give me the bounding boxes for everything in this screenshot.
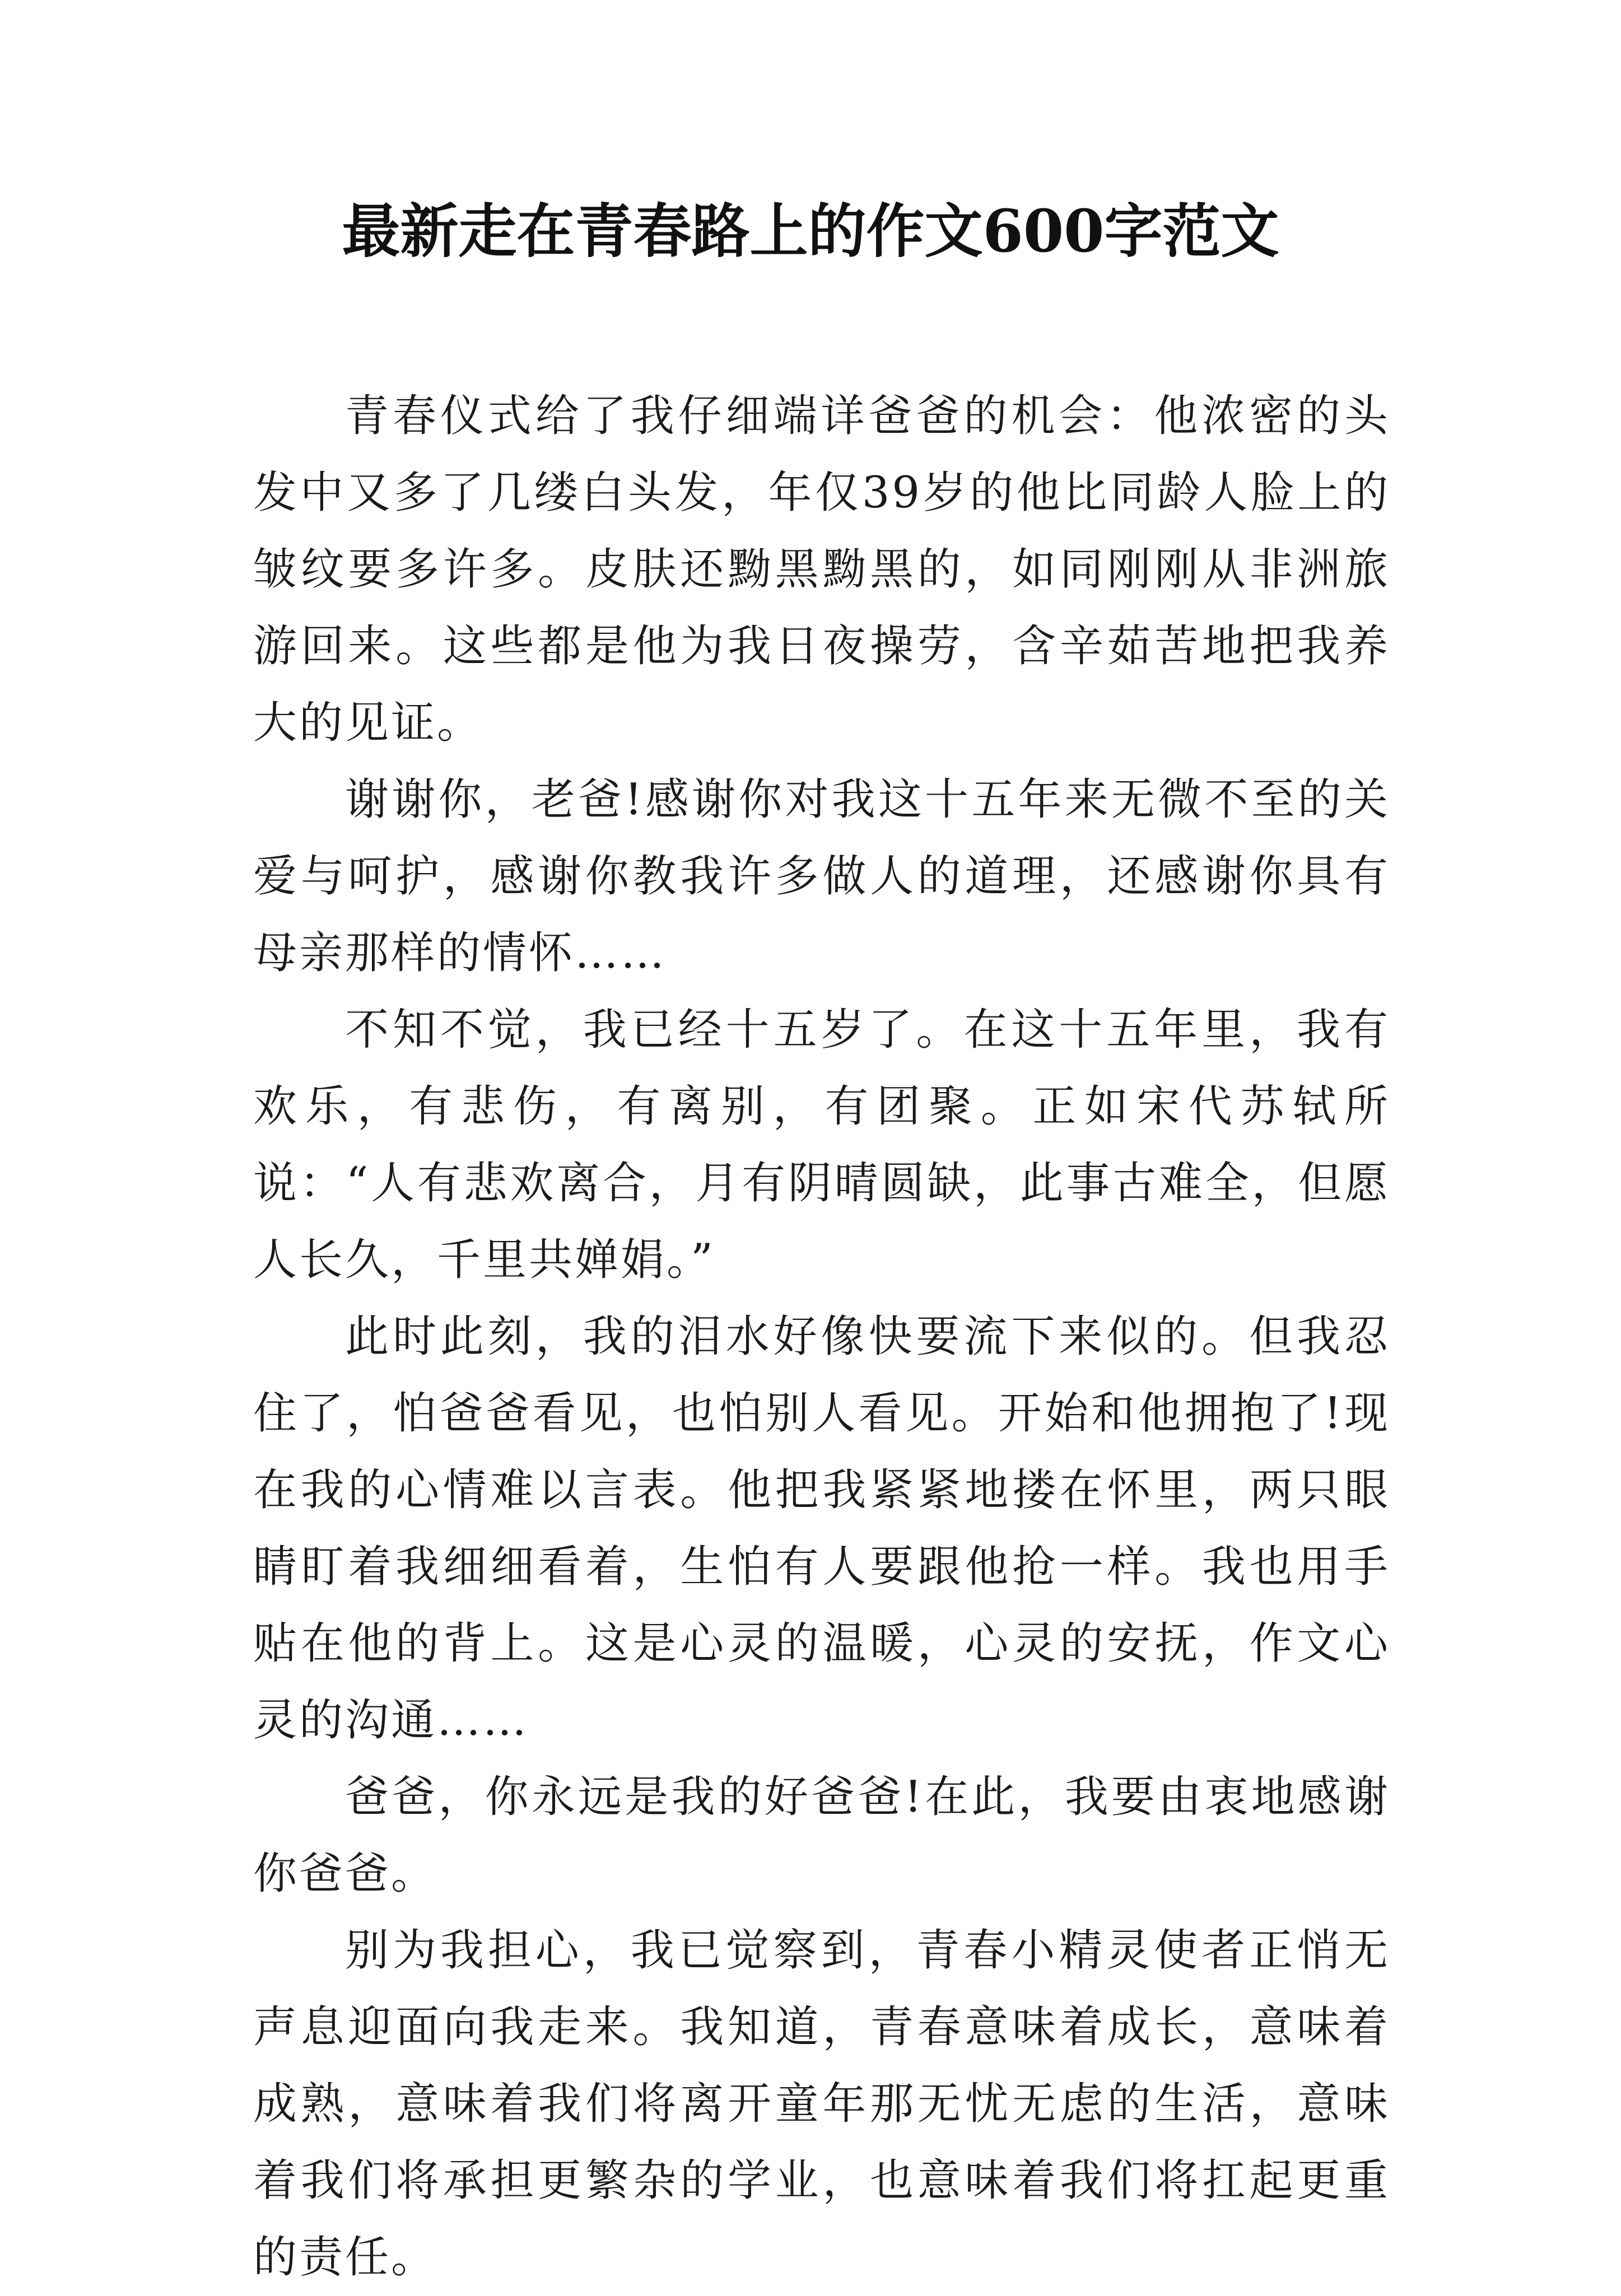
paragraph-2: 谢谢你，老爸!感谢你对我这十五年来无微不至的关爱与呵护，感谢你教我许多做人的道理，还感谢你具有母亲那样的情怀…… — [253, 774, 1390, 978]
paragraph-5: 爸爸，你永远是我的好爸爸!在此，我要由衷地感谢你爸爸。 — [253, 1772, 1390, 1899]
document-title: 最新走在青春路上的作文600字范文 — [342, 197, 1279, 265]
paragraph-4: 此时此刻，我的泪水好像快要流下来似的。但我忍住了，怕爸爸看见，也怕别人看见。开始和他拥抱了!现在我的心情难以言表。他把我紧紧地搂在怀里，两只眼睛盯着我细细看着，生怕有人要跟他抢一样。我也用手贴在他的背上。这是心灵的温暖，心灵的安抚，作文心灵的沟通…… — [253, 1312, 1390, 1746]
document-body — [253, 378, 1390, 2296]
paragraph-6: 别为我担心，我已觉察到，青春小精灵使者正悄无声息迎面向我走来。我知道，青春意味着成长，意味着成熟，意味着我们将离开童年那无忧无虑的生活，意味着我们将承担更繁杂的学业，也意味着我们将扛起更重的责任。 — [253, 1925, 1390, 2283]
paragraph-1: 青春仪式给了我仔细端详爸爸的机会：他浓密的头发中又多了几缕白头发，年仅39岁的他比同龄人脸上的皱纹要多许多。皮肤还黝黑黝黑的，如同刚刚从非洲旅游回来。这些都是他为我日夜操劳，含辛茹苦地把我养大的见证。 — [253, 391, 1390, 748]
paragraph-3: 不知不觉，我已经十五岁了。在这十五年里，我有欢乐，有悲伤，有离别，有团聚。正如宋代苏轼所说：“人有悲欢离合，月有阴晴圆缺，此事古难全，但愿人长久，千里共婵娟。” — [253, 1005, 1390, 1285]
